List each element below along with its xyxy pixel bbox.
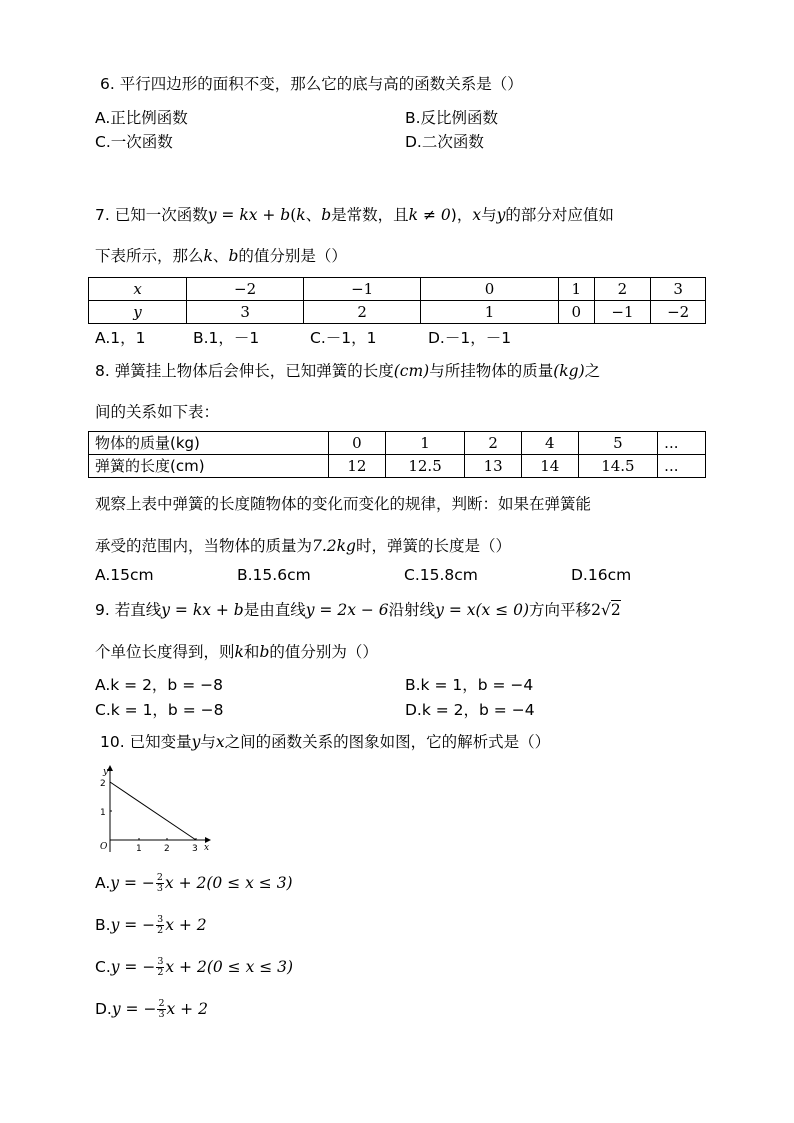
- y-tick-label: 1: [100, 808, 106, 818]
- q7-table: [88, 277, 706, 324]
- y-axis-label: y: [103, 767, 109, 777]
- q8-table-row-mass: [89, 432, 706, 455]
- x-tick-label: 2: [164, 844, 170, 854]
- q7-option-d: D.－1，－1: [428, 329, 512, 347]
- q7-x-cell: 0: [421, 278, 559, 301]
- x-tick-label: 3: [192, 844, 198, 854]
- q8-mass-cell: ...: [658, 432, 706, 455]
- q6-option-b: B.反比例函数: [405, 109, 499, 127]
- q9-stem-line2: 个单位长度得到，则k和b的值分别为（）: [95, 643, 378, 661]
- q7-stem-line1: 7. 已知一次函数y = kx + b(k、b是常数，且k ≠ 0)，x与y的部分对应值如: [95, 206, 614, 224]
- q10-graph: [90, 762, 220, 857]
- q7-x-label: x: [89, 278, 187, 301]
- q8-length-cell: 13: [465, 455, 522, 478]
- q7-table-row-x: [89, 278, 706, 301]
- q10-stem: 10. 已知变量y与x之间的函数关系的图象如图，它的解析式是（）: [100, 733, 551, 751]
- x-axis-label: x: [204, 843, 210, 853]
- q7-y-cell: −1: [594, 301, 651, 324]
- y-tick-label: 2: [100, 779, 106, 789]
- q6-option-c: C.一次函数: [95, 133, 173, 151]
- q8-mass-cell: 4: [521, 432, 578, 455]
- q8-mass-label: 物体的质量(kg): [89, 432, 329, 455]
- q6-option-d: D.二次函数: [405, 133, 484, 151]
- sqrt-icon: √: [600, 601, 611, 619]
- q8-length-cell: ...: [658, 455, 706, 478]
- q8-length-cell: 14: [521, 455, 578, 478]
- q8-mass-cell: 1: [385, 432, 465, 455]
- q7-x-cell: −2: [187, 278, 304, 301]
- q6-option-a: A.正比例函数: [95, 109, 188, 127]
- q7-y-cell: 1: [421, 301, 559, 324]
- q8-length-cell: 14.5: [578, 455, 658, 478]
- q8-length-cell: 12: [329, 455, 386, 478]
- q7-y-cell: 3: [187, 301, 304, 324]
- q8-mass-cell: 5: [578, 432, 658, 455]
- q8-length-cell: 12.5: [385, 455, 465, 478]
- q8-stem-line4: 承受的范围内，当物体的质量为7.2kg时，弹簧的长度是（）: [95, 537, 511, 555]
- q8-mass-cell: 0: [329, 432, 386, 455]
- q7-y-label: y: [89, 301, 187, 324]
- q8-table-row-length: [89, 455, 706, 478]
- origin-label: O: [100, 842, 108, 852]
- q10-option-a: A.y = − $\frac{2}{3}$ x + 2(0 ≤ x ≤ 3): [95, 872, 293, 894]
- q8-option-c: C.15.8cm: [404, 566, 478, 584]
- q7-y-cell: −2: [651, 301, 706, 324]
- q7-option-b: B.1，－1: [193, 329, 260, 347]
- q9-option-b: B.k = 1，b = −4: [405, 676, 534, 694]
- x-tick-label: 1: [136, 844, 142, 854]
- q9-option-c: C.k = 1，b = −8: [95, 701, 224, 719]
- q8-table: [88, 431, 706, 478]
- function-line: [110, 782, 196, 840]
- q10-option-b: B.y = − $\frac{3}{2}$ x + 2: [95, 914, 207, 936]
- q7-x-cell: −1: [304, 278, 421, 301]
- q9-stem-line1: 9. 若直线y = kx + b是由直线y = 2x − 6沿射线y = x(x ≤ 0)方向平移2√2: [95, 601, 621, 619]
- q6-stem: 6. 平行四边形的面积不变，那么它的底与高的函数关系是（）: [100, 75, 523, 93]
- q7-x-cell: 2: [594, 278, 651, 301]
- q7-table-row-y: [89, 301, 706, 324]
- q7-stem-line2: 下表所示，那么k、b的值分别是（）: [95, 247, 347, 265]
- q8-option-b: B.15.6cm: [237, 566, 311, 584]
- q8-stem-line1: 8. 弹簧挂上物体后会伸长，已知弹簧的长度(cm)与所挂物体的质量(kg)之: [95, 362, 601, 380]
- q7-x-cell: 3: [651, 278, 706, 301]
- q10-option-c: C.y = − $\frac{3}{2}$ x + 2(0 ≤ x ≤ 3): [95, 956, 294, 978]
- q8-option-d: D.16cm: [571, 566, 632, 584]
- q7-option-a: A.1，1: [95, 329, 146, 347]
- q8-length-label: 弹簧的长度(cm): [89, 455, 329, 478]
- q7-x-cell: 1: [558, 278, 594, 301]
- q8-stem-line2: 间的关系如下表：: [95, 403, 220, 421]
- q8-mass-cell: 2: [465, 432, 522, 455]
- q7-option-c: C.－1，1: [310, 329, 377, 347]
- q7-y-cell: 2: [304, 301, 421, 324]
- q10-option-d: D.y = − $\frac{2}{3}$ x + 2: [95, 998, 208, 1020]
- q8-stem-line3: 观察上表中弹簧的长度随物体的变化而变化的规律，判断：如果在弹簧能: [95, 495, 592, 513]
- q8-option-a: A.15cm: [95, 566, 154, 584]
- q7-y-cell: 0: [558, 301, 594, 324]
- q9-option-a: A.k = 2，b = −8: [95, 676, 223, 694]
- q9-option-d: D.k = 2，b = −4: [405, 701, 535, 719]
